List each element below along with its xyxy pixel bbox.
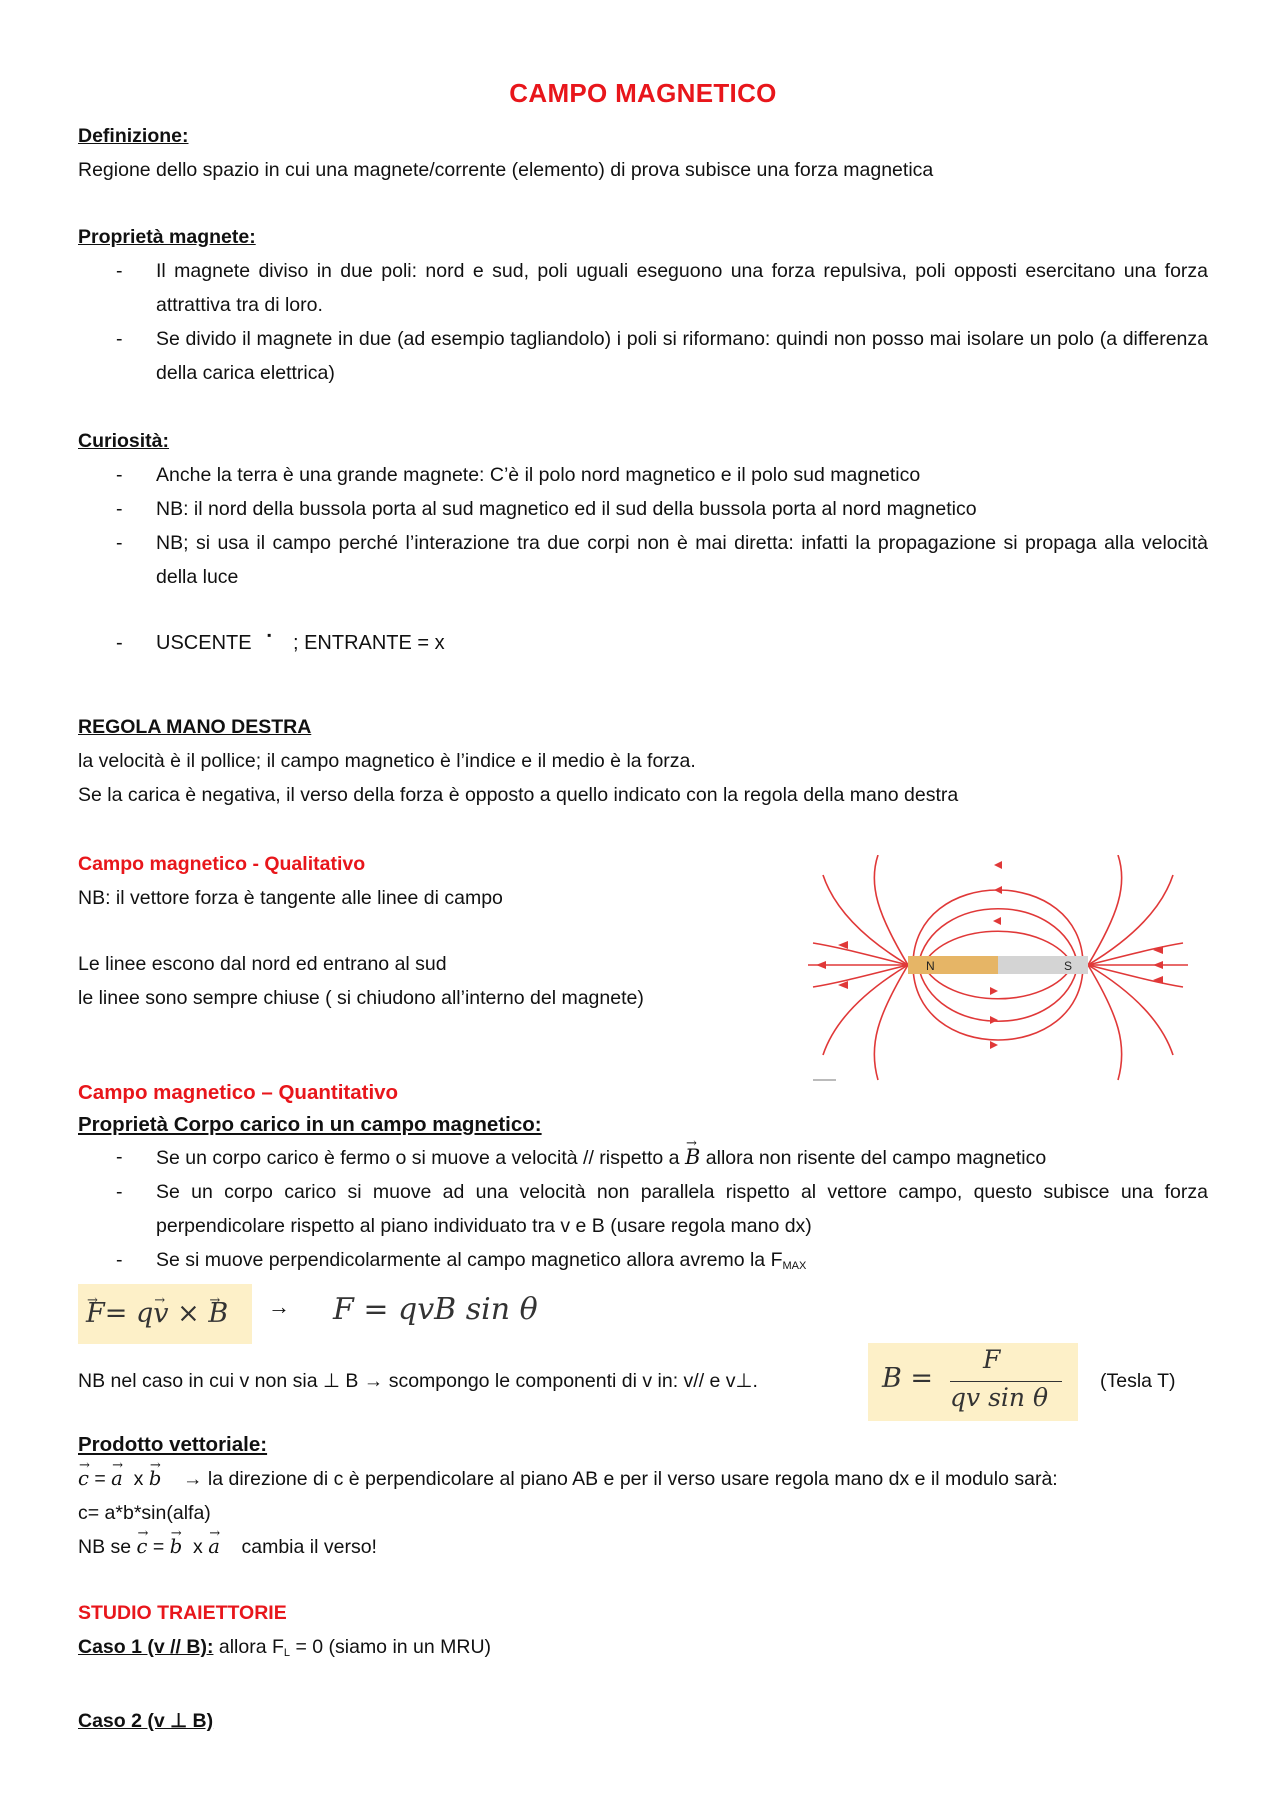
- implication-arrow: →: [268, 1294, 290, 1319]
- qualitative-section: [78, 847, 718, 1015]
- formula-scalar-force: F = qvB sin θ: [333, 1292, 538, 1327]
- quantitative-section: [78, 1076, 1208, 1283]
- formula-B-field: B = F qv sin θ: [868, 1343, 1078, 1421]
- magnet-properties-list: [78, 254, 1208, 390]
- list-item: - NB: il nord della bussola porta al sud magnetico ed il sud della bussola porta al nord magnetico: [78, 492, 1208, 526]
- case2-line: Caso 2 (v ⊥ B): [78, 1710, 214, 1732]
- right-hand-rule-heading: REGOLA MANO DESTRA: [78, 716, 312, 738]
- right-hand-rule-line2: Se la carica è negativa, il verso della forza è opposto a quello indicato con la regola della mano destra: [78, 784, 959, 806]
- vector-B: → B: [685, 1140, 700, 1174]
- list-item: - Se si muove perpendicolarmente al campo magnetico allora avremo la $F_{MAX}$: [78, 1243, 1208, 1283]
- magnet-north: [908, 956, 998, 974]
- cross-product-heading: Prodotto vettoriale:: [78, 1433, 268, 1456]
- list-item: - Il magnete diviso in due poli: nord e sud, poli uguali eseguono una forza repulsiva, poli opposti esercitano una forza attrattiva tra di loro.: [78, 254, 1208, 322]
- field-symbols-row: [78, 626, 1208, 662]
- cross-product-modulus: c= a*b*sin(alfa): [78, 1502, 211, 1524]
- list-item: [78, 626, 1208, 662]
- definition-text: Regione dello spazio in cui una magnete/corrente (elemento) di prova subisce una forza magnetica: [78, 159, 934, 181]
- qualitative-line3: le linee sono sempre chiuse ( si chiudono all’interno del magnete): [78, 987, 644, 1009]
- south-label: S: [1064, 959, 1073, 973]
- list-item: - Se un corpo carico è fermo o si muove a velocità // rispetto a → B allora non risente del campo magnetico: [78, 1140, 1208, 1175]
- decomposition-note: NB nel caso in cui v non sia ⊥ B → scompongo le componenti di v in: v// e v⊥.: [78, 1370, 758, 1392]
- quantitative-heading: Campo magnetico – Quantitativo: [78, 1081, 399, 1104]
- magnet-properties-heading: Proprietà magnete:: [78, 226, 256, 248]
- curiosities-section: [78, 424, 1208, 594]
- north-label: N: [926, 959, 935, 973]
- uscente-label: USCENTE: [156, 632, 252, 654]
- curiosities-heading: Curiosità:: [78, 430, 170, 452]
- list-item: - Anche la terra è una grande magnete: C’è il polo nord magnetico e il polo sud magnetico: [78, 458, 1208, 492]
- cross-product-section: [78, 1428, 1208, 1564]
- entrante-label: ; ENTRANTE = x: [292, 632, 445, 654]
- cross-product-definition: → c = → a x → b → la direzione di c è perpendicolare al piano AB e per il verso usare regola mano dx e il modulo sarà:: [78, 1462, 1208, 1496]
- list-item: - Se un corpo carico si muove ad una velocità non parallela rispetto al vettore campo, questo subisce una forza perpendicolare rispetto al piano individuato tra v e B (usare regola mano dx): [78, 1175, 1208, 1243]
- quantitative-subheading: Proprietà Corpo carico in un campo magnetico:: [78, 1113, 542, 1136]
- magnet-properties-section: [78, 220, 1208, 390]
- dot-symbol: ▪: [267, 628, 272, 642]
- quantitative-list: [78, 1140, 1208, 1283]
- unit-label: (Tesla T): [1100, 1370, 1176, 1392]
- page-title: CAMPO MAGNETICO: [509, 78, 777, 108]
- trajectories-heading: STUDIO TRAIETTORIE: [78, 1602, 287, 1624]
- cross-product-note: NB se → c = → b x → a cambia il verso!: [78, 1530, 1208, 1564]
- magnet-south: [998, 956, 1088, 974]
- curiosities-list: [78, 458, 1208, 594]
- formula-vector-force: → F= q→ v × → B: [78, 1284, 252, 1344]
- list-item: - Se divido il magnete in due (ad esempio tagliandolo) i poli si riformano: quindi non posso mai isolare un polo (a differenza della carica elettrica): [78, 322, 1208, 390]
- case1-line: Caso 1 (v // B): allora $F_L = 0$ (siamo in un MRU): [78, 1636, 492, 1659]
- qualitative-line1: NB: il vettore forza è tangente alle linee di campo: [78, 887, 503, 909]
- trajectories-section: [78, 1596, 1208, 1738]
- definition-section: [78, 119, 1208, 187]
- list-item: - NB; si usa il campo perché l’interazione tra due corpi non è mai diretta: infatti la propagazione si propaga alla velocità della luce: [78, 526, 1208, 594]
- qualitative-heading: Campo magnetico - Qualitativo: [78, 853, 366, 875]
- right-hand-rule-line1: la velocità è il pollice; il campo magnetico è l’indice e il medio è la forza.: [78, 750, 696, 772]
- magnetic-field-figure: [808, 855, 1208, 1085]
- qualitative-line2: Le linee escono dal nord ed entrano al sud: [78, 953, 447, 975]
- definition-heading: Definizione:: [78, 125, 189, 147]
- right-hand-rule-section: [78, 710, 1208, 812]
